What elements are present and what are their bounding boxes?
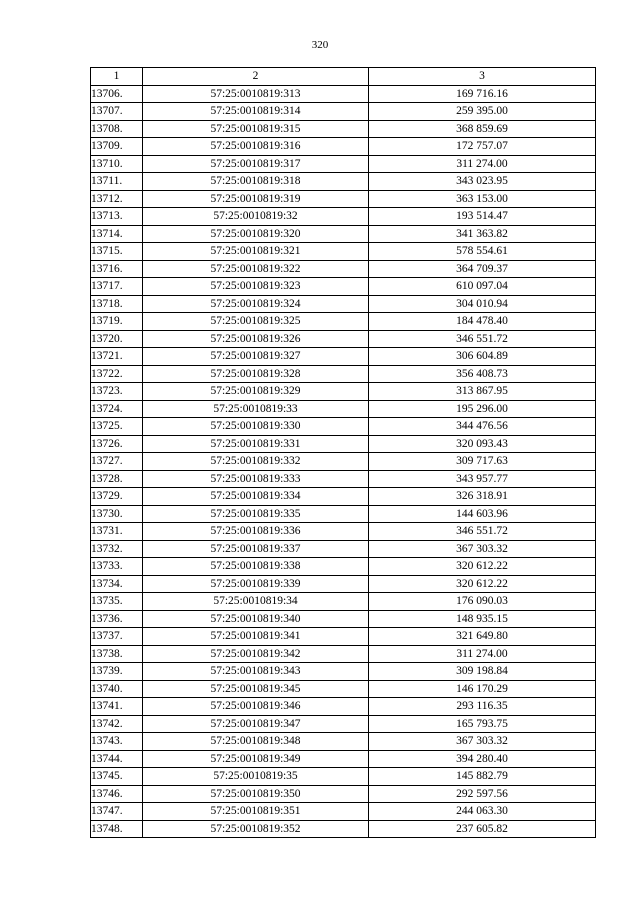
cadastral-number-cell: 57:25:0010819:350 (143, 785, 369, 803)
table-row (91, 225, 596, 243)
table-row (91, 453, 596, 471)
table-row (91, 820, 596, 838)
table-row (91, 190, 596, 208)
cadastral-number-cell: 57:25:0010819:318 (143, 173, 369, 191)
value-cell: 326 318.91 (369, 488, 596, 506)
row-number-cell: 13737. (91, 628, 143, 646)
value-cell: 344 476.56 (369, 418, 596, 436)
row-number-cell: 13707. (91, 103, 143, 121)
table-row (91, 365, 596, 383)
row-number-cell: 13747. (91, 803, 143, 821)
row-number-cell: 13730. (91, 505, 143, 523)
cadastral-number-cell: 57:25:0010819:349 (143, 750, 369, 768)
value-cell: 237 605.82 (369, 820, 596, 838)
row-number-cell: 13731. (91, 523, 143, 541)
cadastral-number-cell: 57:25:0010819:331 (143, 435, 369, 453)
value-cell: 146 170.29 (369, 680, 596, 698)
table-row (91, 383, 596, 401)
row-number-cell: 13733. (91, 558, 143, 576)
table-row (91, 330, 596, 348)
value-cell: 184 478.40 (369, 313, 596, 331)
value-cell: 343 023.95 (369, 173, 596, 191)
row-number-cell: 13723. (91, 383, 143, 401)
cadastral-number-cell: 57:25:0010819:323 (143, 278, 369, 296)
column-header-number: 1 (91, 68, 143, 86)
cadastral-number-cell: 57:25:0010819:330 (143, 418, 369, 436)
row-number-cell: 13744. (91, 750, 143, 768)
table-row (91, 243, 596, 261)
cadastral-number-cell: 57:25:0010819:320 (143, 225, 369, 243)
cadastral-number-cell: 57:25:0010819:33 (143, 400, 369, 418)
row-number-cell: 13724. (91, 400, 143, 418)
cadastral-number-cell: 57:25:0010819:348 (143, 733, 369, 751)
table-row (91, 803, 596, 821)
table-row (91, 768, 596, 786)
table-row (91, 488, 596, 506)
row-number-cell: 13739. (91, 663, 143, 681)
value-cell: 309 717.63 (369, 453, 596, 471)
value-cell: 394 280.40 (369, 750, 596, 768)
value-cell: 309 198.84 (369, 663, 596, 681)
cadastral-number-cell: 57:25:0010819:341 (143, 628, 369, 646)
row-number-cell: 13706. (91, 85, 143, 103)
cadastral-number-cell: 57:25:0010819:34 (143, 593, 369, 611)
row-number-cell: 13714. (91, 225, 143, 243)
table-row (91, 138, 596, 156)
row-number-cell: 13735. (91, 593, 143, 611)
cadastral-number-cell: 57:25:0010819:322 (143, 260, 369, 278)
row-number-cell: 13713. (91, 208, 143, 226)
value-cell: 346 551.72 (369, 330, 596, 348)
cadastral-number-cell: 57:25:0010819:316 (143, 138, 369, 156)
value-cell: 259 395.00 (369, 103, 596, 121)
row-number-cell: 13710. (91, 155, 143, 173)
value-cell: 144 603.96 (369, 505, 596, 523)
table-row (91, 400, 596, 418)
column-header-cadastral: 2 (143, 68, 369, 86)
value-cell: 320 612.22 (369, 558, 596, 576)
value-cell: 610 097.04 (369, 278, 596, 296)
row-number-cell: 13729. (91, 488, 143, 506)
cadastral-number-cell: 57:25:0010819:329 (143, 383, 369, 401)
table-row (91, 715, 596, 733)
table-row (91, 470, 596, 488)
cadastral-number-cell: 57:25:0010819:351 (143, 803, 369, 821)
cadastral-number-cell: 57:25:0010819:335 (143, 505, 369, 523)
table-row (91, 173, 596, 191)
cadastral-number-cell: 57:25:0010819:328 (143, 365, 369, 383)
value-cell: 320 612.22 (369, 575, 596, 593)
page-number: 320 (311, 39, 329, 51)
table-header-row (91, 68, 596, 86)
table-row (91, 558, 596, 576)
row-number-cell: 13736. (91, 610, 143, 628)
row-number-cell: 13717. (91, 278, 143, 296)
table-row (91, 155, 596, 173)
row-number-cell: 13709. (91, 138, 143, 156)
registry-table (90, 67, 596, 838)
table-row (91, 278, 596, 296)
row-number-cell: 13734. (91, 575, 143, 593)
table-row (91, 680, 596, 698)
value-cell: 367 303.32 (369, 540, 596, 558)
row-number-cell: 13708. (91, 120, 143, 138)
row-number-cell: 13722. (91, 365, 143, 383)
table-row (91, 523, 596, 541)
table-row (91, 85, 596, 103)
cadastral-number-cell: 57:25:0010819:339 (143, 575, 369, 593)
table-row (91, 120, 596, 138)
cadastral-number-cell: 57:25:0010819:321 (143, 243, 369, 261)
cadastral-number-cell: 57:25:0010819:317 (143, 155, 369, 173)
value-cell: 293 116.35 (369, 698, 596, 716)
value-cell: 364 709.37 (369, 260, 596, 278)
row-number-cell: 13721. (91, 348, 143, 366)
table-row (91, 435, 596, 453)
table-row (91, 698, 596, 716)
value-cell: 311 274.00 (369, 155, 596, 173)
row-number-cell: 13746. (91, 785, 143, 803)
table-row (91, 418, 596, 436)
row-number-cell: 13738. (91, 645, 143, 663)
row-number-cell: 13741. (91, 698, 143, 716)
cadastral-number-cell: 57:25:0010819:325 (143, 313, 369, 331)
table-row (91, 575, 596, 593)
value-cell: 148 935.15 (369, 610, 596, 628)
row-number-cell: 13718. (91, 295, 143, 313)
value-cell: 195 296.00 (369, 400, 596, 418)
table-row (91, 103, 596, 121)
column-header-value: 3 (369, 68, 596, 86)
row-number-cell: 13719. (91, 313, 143, 331)
table-row (91, 593, 596, 611)
table-row (91, 733, 596, 751)
value-cell: 368 859.69 (369, 120, 596, 138)
row-number-cell: 13711. (91, 173, 143, 191)
table-row (91, 208, 596, 226)
value-cell: 313 867.95 (369, 383, 596, 401)
table-row (91, 540, 596, 558)
table-row (91, 348, 596, 366)
table-row (91, 663, 596, 681)
cadastral-number-cell: 57:25:0010819:347 (143, 715, 369, 733)
row-number-cell: 13748. (91, 820, 143, 838)
row-number-cell: 13732. (91, 540, 143, 558)
table-row (91, 313, 596, 331)
value-cell: 356 408.73 (369, 365, 596, 383)
cadastral-number-cell: 57:25:0010819:327 (143, 348, 369, 366)
row-number-cell: 13728. (91, 470, 143, 488)
value-cell: 304 010.94 (369, 295, 596, 313)
value-cell: 578 554.61 (369, 243, 596, 261)
cadastral-number-cell: 57:25:0010819:326 (143, 330, 369, 348)
table-row (91, 260, 596, 278)
table-row (91, 628, 596, 646)
cadastral-number-cell: 57:25:0010819:314 (143, 103, 369, 121)
cadastral-number-cell: 57:25:0010819:346 (143, 698, 369, 716)
row-number-cell: 13720. (91, 330, 143, 348)
value-cell: 145 882.79 (369, 768, 596, 786)
cadastral-number-cell: 57:25:0010819:332 (143, 453, 369, 471)
row-number-cell: 13740. (91, 680, 143, 698)
cadastral-number-cell: 57:25:0010819:319 (143, 190, 369, 208)
table-row (91, 610, 596, 628)
value-cell: 176 090.03 (369, 593, 596, 611)
table-row (91, 295, 596, 313)
value-cell: 292 597.56 (369, 785, 596, 803)
value-cell: 320 093.43 (369, 435, 596, 453)
cadastral-number-cell: 57:25:0010819:338 (143, 558, 369, 576)
row-number-cell: 13712. (91, 190, 143, 208)
cadastral-number-cell: 57:25:0010819:345 (143, 680, 369, 698)
table-row (91, 750, 596, 768)
row-number-cell: 13726. (91, 435, 143, 453)
row-number-cell: 13715. (91, 243, 143, 261)
value-cell: 363 153.00 (369, 190, 596, 208)
cadastral-number-cell: 57:25:0010819:340 (143, 610, 369, 628)
value-cell: 172 757.07 (369, 138, 596, 156)
cadastral-number-cell: 57:25:0010819:336 (143, 523, 369, 541)
row-number-cell: 13727. (91, 453, 143, 471)
cadastral-number-cell: 57:25:0010819:337 (143, 540, 369, 558)
cadastral-number-cell: 57:25:0010819:32 (143, 208, 369, 226)
value-cell: 165 793.75 (369, 715, 596, 733)
cadastral-number-cell: 57:25:0010819:334 (143, 488, 369, 506)
cadastral-number-cell: 57:25:0010819:343 (143, 663, 369, 681)
table-row (91, 645, 596, 663)
row-number-cell: 13742. (91, 715, 143, 733)
value-cell: 244 063.30 (369, 803, 596, 821)
cadastral-number-cell: 57:25:0010819:352 (143, 820, 369, 838)
value-cell: 321 649.80 (369, 628, 596, 646)
value-cell: 193 514.47 (369, 208, 596, 226)
cadastral-number-cell: 57:25:0010819:315 (143, 120, 369, 138)
row-number-cell: 13745. (91, 768, 143, 786)
cadastral-number-cell: 57:25:0010819:313 (143, 85, 369, 103)
value-cell: 343 957.77 (369, 470, 596, 488)
table-row (91, 505, 596, 523)
value-cell: 367 303.32 (369, 733, 596, 751)
value-cell: 306 604.89 (369, 348, 596, 366)
value-cell: 169 716.16 (369, 85, 596, 103)
cadastral-number-cell: 57:25:0010819:35 (143, 768, 369, 786)
row-number-cell: 13716. (91, 260, 143, 278)
value-cell: 346 551.72 (369, 523, 596, 541)
cadastral-number-cell: 57:25:0010819:342 (143, 645, 369, 663)
row-number-cell: 13743. (91, 733, 143, 751)
value-cell: 311 274.00 (369, 645, 596, 663)
table-row (91, 785, 596, 803)
cadastral-number-cell: 57:25:0010819:333 (143, 470, 369, 488)
row-number-cell: 13725. (91, 418, 143, 436)
cadastral-number-cell: 57:25:0010819:324 (143, 295, 369, 313)
table-body (91, 85, 596, 838)
value-cell: 341 363.82 (369, 225, 596, 243)
